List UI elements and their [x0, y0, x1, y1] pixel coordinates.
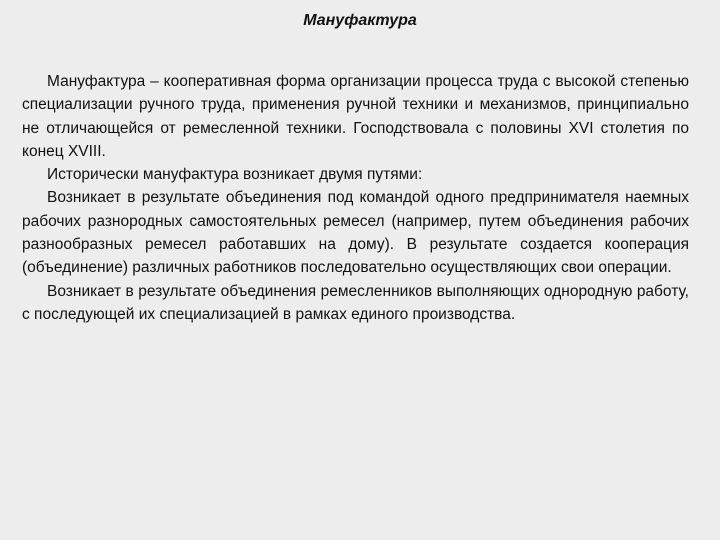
paragraph-way-two: Возникает в результате объединения ремесленников выполняющих однородную работу, с последующей их специализацией в рамках единого производства. — [22, 282, 689, 323]
paragraph-way-one: Возникает в результате объединения под командой одного предпринимателя наемных рабочих разнородных самостоятельных ремесел (например, путем объединения рабочих разнообразных ремесел работавших на дому). В результате создается кооперация (объединение) различных работников последовательно осуществляющих свои операции. — [22, 189, 689, 277]
paragraph-two-ways: Исторически мануфактура возникает двумя путями: — [47, 166, 423, 184]
slide-title: Мануфактура — [303, 12, 417, 29]
slide-body — [22, 70, 689, 326]
paragraph-definition: Мануфактура – кооперативная форма организации процесса труда с высокой степенью специализации ручного труда, применения ручной техники и механизмов, принципиально не отличающейся от ремесленной техники. Господствовала с половины XVI столетия по конец XVIII. — [22, 73, 689, 160]
